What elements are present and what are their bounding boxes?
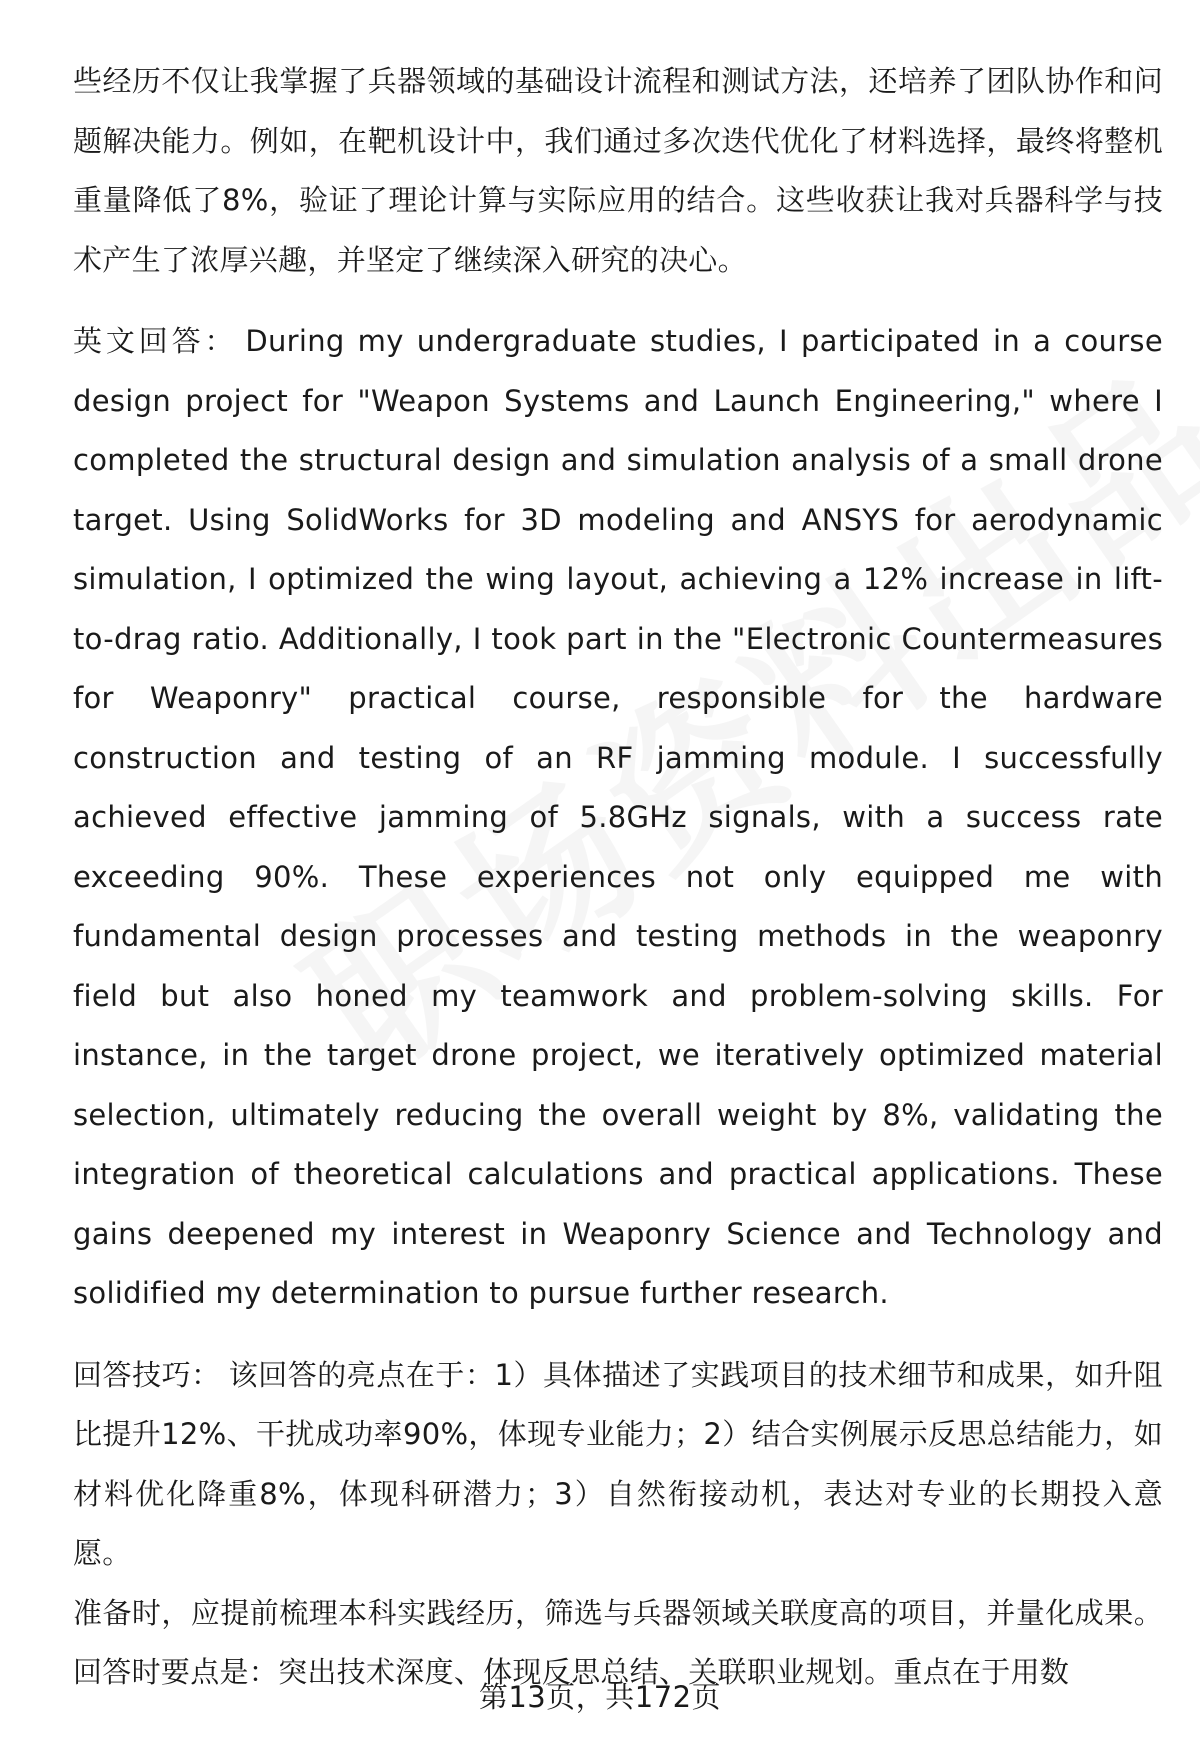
page-footer: 第13页，共172页	[478, 1680, 722, 1714]
chinese-paragraph-tail: 些经历不仅让我掌握了兵器领域的基础设计流程和测试方法，还培养了团队协作和问题解决能力。例如，在靶机设计中，我们通过多次迭代优化了材料选择，最终将整机重量降低了8%，验证了理论计算与实际应用的结合。这些收获让我对兵器科学与技术产生了浓厚兴趣，并坚定了继续深入研究的决心。	[73, 64, 1163, 277]
tips-paragraph	[73, 1346, 1163, 1584]
document-page	[73, 52, 1163, 1703]
preparation-paragraph: 准备时，应提前梳理本科实践经历，筛选与兵器领域关联度高的项目，并量化成果。回答时要点是：突出技术深度、体现反思总结、关联职业规划。重点在于用数	[73, 1595, 1163, 1689]
english-answer-label: 英文回答：	[73, 324, 238, 358]
tips-label: 回答技巧：	[73, 1357, 221, 1392]
tips-text: 该回答的亮点在于：1）具体描述了实践项目的技术细节和成果，如升阻比提升12%、干扰成功率90%，体现专业能力；2）结合实例展示反思总结能力，如材料优化降重8%，体现科研潜力；3）自然衔接动机，表达对专业的长期投入意愿。	[73, 1357, 1163, 1570]
english-answer-paragraph	[73, 312, 1163, 1324]
english-answer-text: During my undergraduate studies, I participated in a course design project for "Weapon Systems and Launch Engineering," where I completed the structural design and simulation analysis of a small drone target. Using SolidWorks for 3D modeling and ANSYS for aerodynamic simulation, I optimized the wing layout, achieving a 12% increase in lift-to-drag ratio. Additionally, I took part in the "Electronic Countermeasures for Weaponry" practical course, responsible for the hardware construction and testing of an RF jamming module. I successfully achieved effective jamming of 5.8GHz signals, with a success rate exceeding 90%. These experiences not only equipped me with fundamental design processes and testing methods in the weaponry field but also honed my teamwork and problem-solving skills. For instance, in the target drone project, we iteratively optimized material selection, ultimately reducing the overall weight by 8%, validating the integration of theoretical calculations and practical applications. These gains deepened my interest in Weaponry Science and Technology and solidified my determination to pursue further research.	[73, 324, 1163, 1310]
